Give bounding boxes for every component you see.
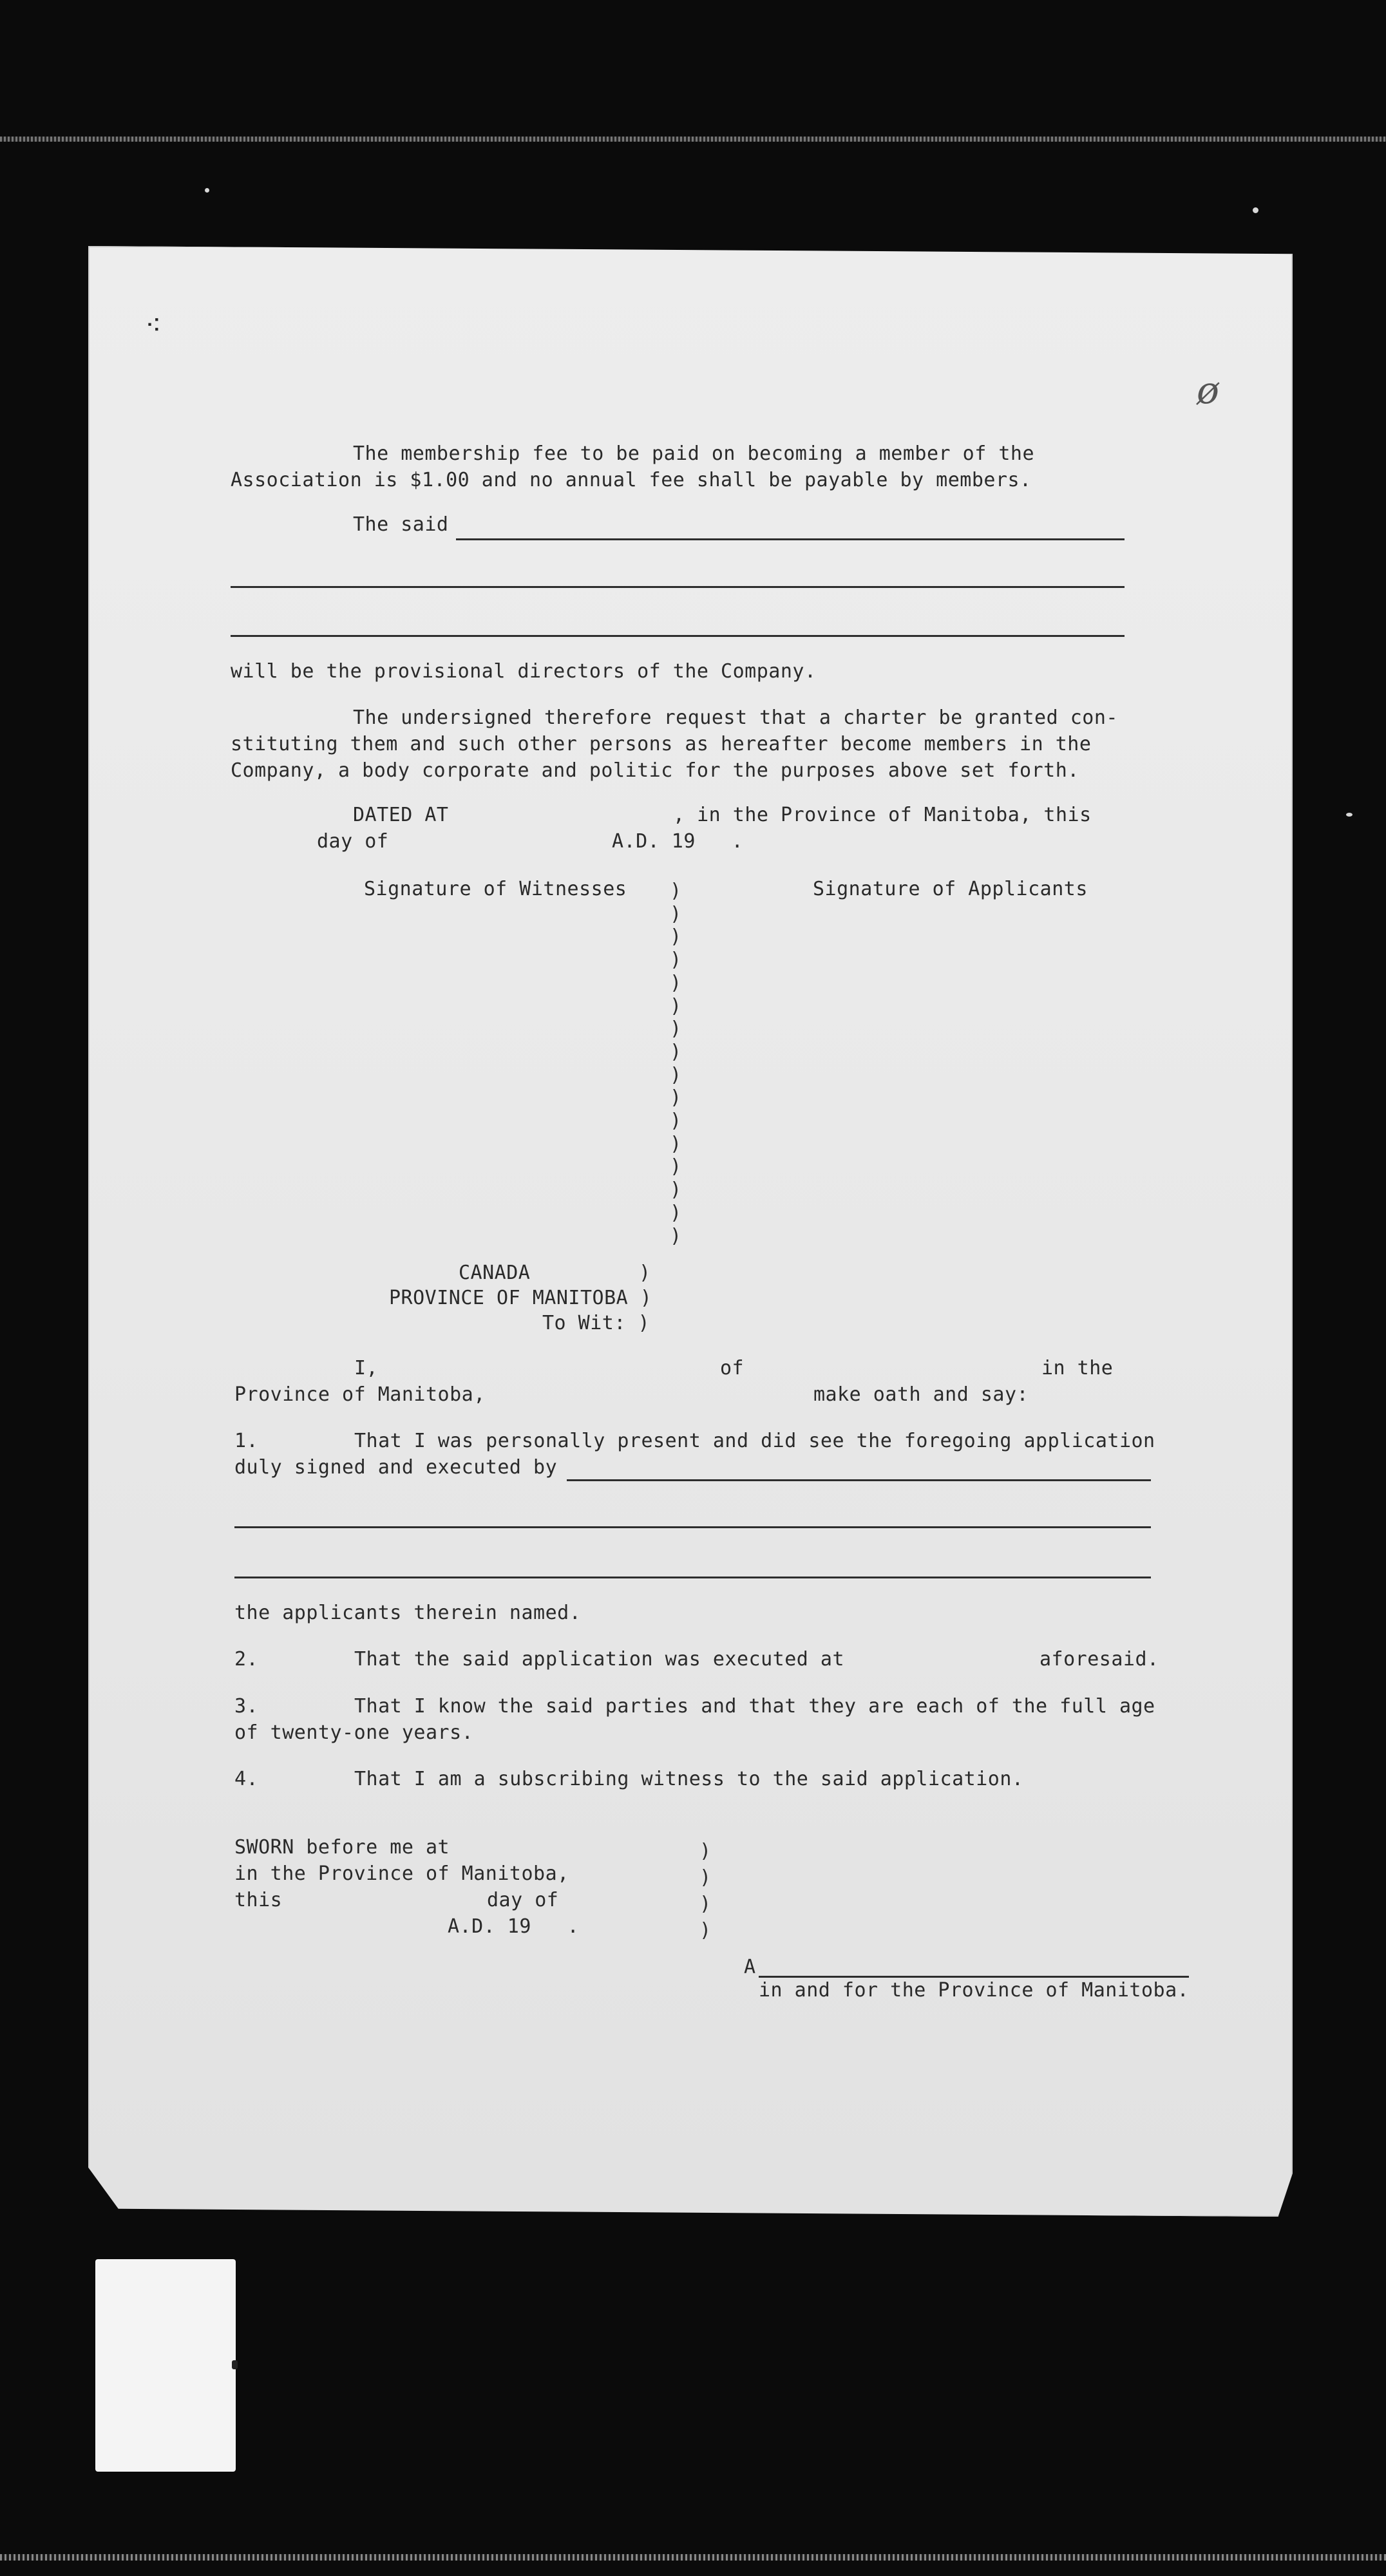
day-of-label: day of xyxy=(317,830,389,853)
film-edge-bottom xyxy=(0,2554,1386,2561)
witnesses-heading: Signature of Witnesses xyxy=(364,878,627,900)
commissioner-signature-line xyxy=(759,1976,1189,1978)
province-this-text: , in the Province of Manitoba, this xyxy=(673,804,1092,826)
director-blank-1 xyxy=(456,538,1125,540)
item-1-continued: duly signed and executed by xyxy=(234,1456,558,1479)
canada-label: CANADA xyxy=(459,1262,531,1284)
the-said-label: The said xyxy=(353,513,449,536)
sworn-day-of: day of xyxy=(487,1889,559,1911)
executed-by-blank-1 xyxy=(567,1479,1151,1481)
item-1-text: That I was personally present and did see the foregoing application xyxy=(354,1430,1155,1452)
film-edge-top xyxy=(0,137,1386,142)
film-label-mark xyxy=(232,2360,238,2369)
commissioner-a: A xyxy=(744,1956,756,1978)
dust-speck xyxy=(205,188,209,193)
province-manitoba-label: PROVINCE OF MANITOBA ) xyxy=(389,1287,652,1309)
oath-i: I, xyxy=(354,1357,379,1379)
oath-province: Province of Manitoba, xyxy=(234,1383,486,1406)
dust-speck xyxy=(1253,207,1258,213)
scratch-mark: ⁖ xyxy=(145,309,162,342)
membership-line-1: The membership fee to be paid on becoming a member of the xyxy=(353,442,1035,465)
oath-make: make oath and say: xyxy=(813,1383,1029,1406)
request-line-1: The undersigned therefore request that a charter be granted con- xyxy=(353,706,1118,729)
sworn-ad-19: A.D. 19 . xyxy=(448,1915,580,1938)
request-line-2: stituting them and such other persons as hereafter become members in the xyxy=(231,733,1092,755)
item-2-aforesaid: aforesaid. xyxy=(1040,1648,1159,1671)
item-2-text: That the said application was executed at xyxy=(354,1648,845,1671)
applicants-heading: Signature of Applicants xyxy=(813,878,1088,900)
oath-of: of xyxy=(720,1357,745,1379)
dust-speck xyxy=(1346,813,1353,817)
page-mark: ø xyxy=(1197,368,1219,412)
canada-bracket: ) xyxy=(639,1262,651,1284)
executed-by-blank-3 xyxy=(234,1577,1151,1578)
item-3-text: That I know the said parties and that they are each of the full age xyxy=(354,1695,1155,1718)
item-2-number: 2. xyxy=(234,1648,259,1671)
request-line-3: Company, a body corporate and politic for the purposes above set forth. xyxy=(231,759,1079,782)
signature-bracket-column: ) ) ) ) ) ) ) ) ) ) ) ) ) ) ) ) xyxy=(670,880,682,1247)
sworn-line-1: SWORN before me at xyxy=(234,1836,450,1859)
membership-line-2: Association is $1.00 and no annual fee shall be payable by members. xyxy=(231,469,1032,491)
dated-at-label: DATED AT xyxy=(353,804,449,826)
sworn-this: this xyxy=(234,1889,283,1911)
item-4-number: 4. xyxy=(234,1768,259,1790)
sworn-line-2: in the Province of Manitoba, xyxy=(234,1862,569,1885)
ad-19-label: A.D. 19 . xyxy=(612,830,744,853)
applicants-named-text: the applicants therein named. xyxy=(234,1602,582,1624)
item-3-number: 3. xyxy=(234,1695,259,1718)
director-blank-2 xyxy=(231,586,1125,588)
to-wit-label: To Wit: ) xyxy=(542,1312,650,1334)
executed-by-blank-2 xyxy=(234,1526,1151,1528)
commissioner-text: in and for the Province of Manitoba. xyxy=(759,1979,1190,2002)
item-3-continued: of twenty-one years. xyxy=(234,1721,474,1744)
document-page xyxy=(88,246,1293,2217)
director-blank-3 xyxy=(231,635,1125,637)
provisional-directors-text: will be the provisional directors of the Company. xyxy=(231,660,817,683)
oath-in-the: in the xyxy=(1041,1357,1114,1379)
film-label-card xyxy=(95,2259,236,2472)
sworn-bracket-column: ) ) ) ) xyxy=(699,1840,712,1942)
item-1-number: 1. xyxy=(234,1430,259,1452)
item-4-text: That I am a subscribing witness to the said application. xyxy=(354,1768,1024,1790)
